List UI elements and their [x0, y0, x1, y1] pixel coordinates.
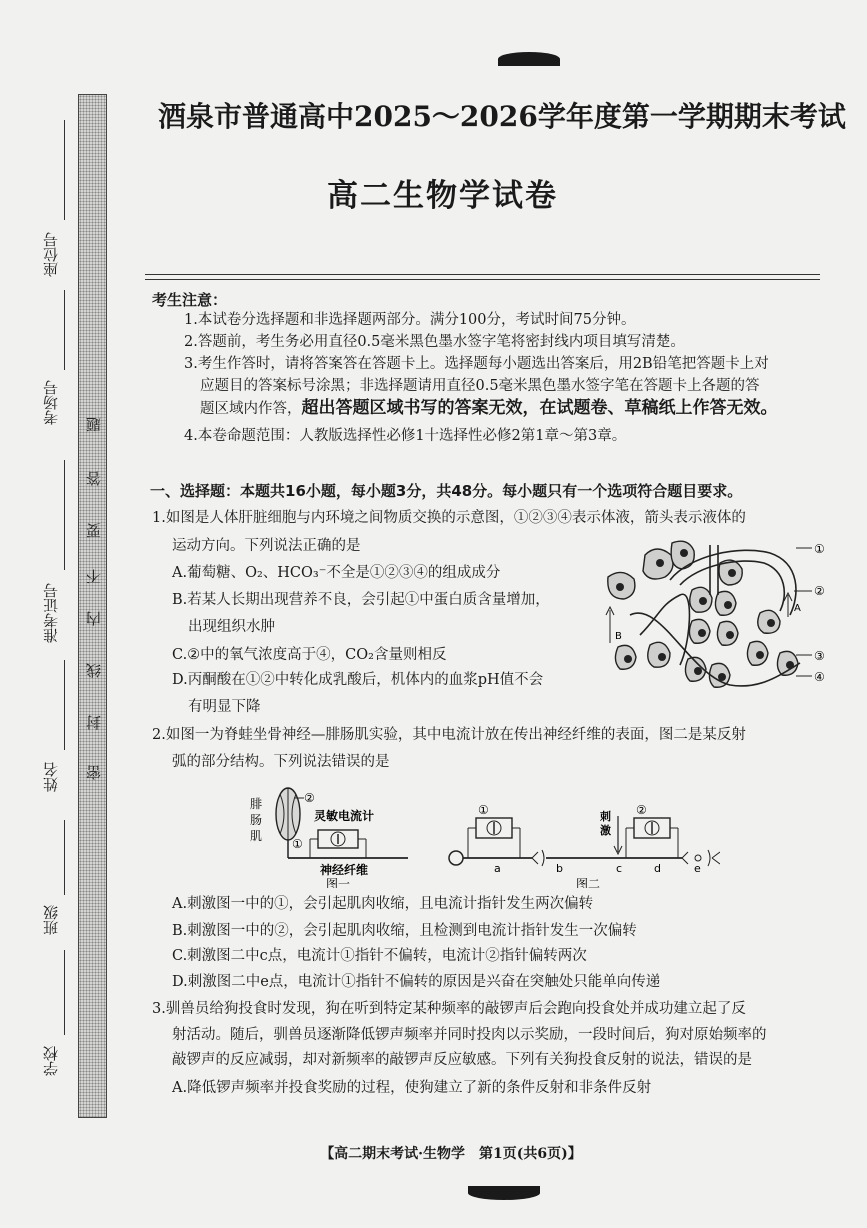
notice-heading: 考生注意： — [152, 291, 228, 309]
q2-option-b: B.刺激图一中的②，会引起肌肉收缩，且检测到电流计指针发生一次偏转 — [172, 923, 637, 939]
q1-option-b: B.若某人长期出现营养不良，会引起①中蛋白质含量增加， — [172, 592, 550, 608]
seal-word: 密 — [85, 765, 103, 780]
school-line[interactable] — [64, 950, 65, 1035]
fig-label-2: ② — [814, 584, 825, 598]
q2-option-a: A.刺激图一中的①，会引起肌肉收缩，且电流计指针发生两次偏转 — [172, 896, 594, 912]
q1-option-a: A.葡萄糖、O₂、HCO₃⁻不全是①②③④的组成成分 — [172, 565, 501, 581]
seal-band — [78, 94, 107, 1118]
seal-word: 封 — [85, 715, 103, 730]
notice-item-3c-text: 题区域内作答， — [200, 401, 302, 417]
q1-option-b-cont: 出现组织水肿 — [188, 619, 275, 635]
page-footer: 【高二期末考试·生物学 第1页(共6页)】 — [320, 1146, 582, 1162]
fig-arrow-b: B — [615, 631, 622, 642]
notice-warning: 超出答题区域书写的答案无效，在试题卷、草稿纸上作答无效。 — [301, 398, 778, 418]
exam-room-label: 考场号 — [42, 380, 60, 425]
fig2-stim-label-1: 刺 — [600, 810, 611, 823]
class-line[interactable] — [64, 820, 65, 895]
q1-option-c: C.②中的氧气浓度高于④，CO₂含量则相反 — [172, 647, 447, 663]
fig2-meter-2-label: ② — [636, 803, 647, 817]
fig-label-3: ③ — [814, 649, 825, 663]
q1-option-d: D.丙酮酸在①②中转化成乳酸后，机体内的血浆pH值不会 — [172, 672, 544, 688]
seal-word: 线 — [85, 663, 103, 678]
q2-stem: 2.如图一为脊蛙坐骨神经—腓肠肌实验，其中电流计放在传出神经纤维的表面，图二是某反射 — [152, 727, 746, 743]
fig-label-1: ① — [814, 542, 825, 556]
admission-number-label: 准考证号 — [42, 583, 60, 643]
q2-option-c: C.刺激图二中c点，电流计①指针不偏转，电流计②指针偏转两次 — [172, 948, 587, 964]
fig1-marker-1: ① — [292, 837, 303, 851]
exam-room-line[interactable] — [64, 290, 65, 370]
scan-mark-top — [498, 52, 560, 66]
notice-item-1: 1.本试卷分选择题和非选择题两部分。满分100分，考试时间75分钟。 — [184, 312, 636, 328]
header-rule-bottom — [145, 279, 820, 280]
q1-stem: 1.如图是人体肝脏细胞与内环境之间物质交换的示意图，①②③④表示体液，箭头表示液体的 — [152, 510, 746, 526]
seal-word: 内 — [85, 611, 103, 626]
q2-stem-cont: 弧的部分结构。下列说法错误的是 — [172, 754, 390, 770]
fig2-stim-label-2: 激 — [600, 824, 611, 837]
notice-item-3b: 应题目的答案标号涂黑；非选择题请用直径0.5毫米黑色墨水签字笔在答题卡上各题的答 — [200, 378, 760, 394]
q3-option-a: A.降低锣声频率并投食奖励的过程，使狗建立了新的条件反射和非条件反射 — [172, 1080, 652, 1096]
q2-nerve-diagrams — [250, 778, 720, 888]
fig2-caption: 图二 — [576, 877, 601, 888]
q1-liver-cell-diagram — [600, 535, 830, 705]
section1-heading: 一、选择题：本题共16小题，每小题3分，共48分。每小题只有一个选项符合题目要求。 — [150, 482, 743, 500]
fig2-point-c: c — [616, 862, 623, 875]
fig2-point-a: a — [494, 862, 501, 875]
seal-word: 答 — [85, 471, 103, 486]
seal-word: 要 — [85, 523, 103, 538]
name-label: 姓名 — [42, 762, 60, 792]
q1-stem-cont: 运动方向。下列说法正确的是 — [172, 538, 361, 554]
class-label: 班级 — [42, 905, 60, 935]
school-label: 学校 — [42, 1046, 60, 1076]
q1-option-d-cont: 有明显下降 — [188, 699, 261, 715]
exam-title: 酒泉市普通高中2025～2026学年度第一学期期末考试 — [158, 100, 846, 133]
fig2-point-e: e — [694, 862, 701, 875]
fig-arrow-a: A — [794, 603, 801, 614]
notice-item-2: 2.答题前，考生务必用直径0.5毫米黑色墨水签字笔将密封线内项目填写清楚。 — [184, 334, 685, 350]
fig1-muscle-label-2: 肠 — [250, 813, 263, 827]
admission-number-line[interactable] — [64, 460, 65, 570]
seal-word: 题 — [85, 417, 103, 432]
fig1-caption: 图一 — [326, 877, 351, 888]
q3-stem: 3.驯兽员给狗投食时发现，狗在听到特定某种频率的敲锣声后会跑向投食处并成功建立起了反 — [152, 1001, 746, 1017]
notice-item-3a: 3.考生作答时，请将答案答在答题卡上。选择题每小题选出答案后，用2B铅笔把答题卡上对 — [184, 356, 769, 372]
seat-number-label: 座位号 — [42, 232, 60, 277]
fig1-muscle-label-1: 腓 — [250, 797, 263, 811]
q2-option-d: D.刺激图二中e点，电流计①指针不偏转的原因是兴奋在突触处只能单向传递 — [172, 974, 661, 990]
paper-title: 高二生物学试卷 — [327, 178, 558, 214]
q3-stem-cont-1: 射活动。随后，驯兽员逐渐降低锣声频率并同时投肉以示奖励，一段时间后，狗对原始频率的 — [172, 1027, 767, 1043]
seal-word: 不 — [85, 569, 103, 584]
fig2-point-b: b — [556, 862, 563, 875]
fig1-meter-label: 灵敏电流计 — [314, 809, 375, 823]
notice-item-3c — [200, 398, 778, 419]
fig2-meter-1-label: ① — [478, 803, 489, 817]
fig2-point-d: d — [654, 862, 661, 875]
notice-item-4: 4.本卷命题范围：人教版选择性必修1十选择性必修2第1章～第3章。 — [184, 428, 627, 444]
header-rule-top — [145, 274, 820, 275]
name-line[interactable] — [64, 660, 65, 750]
scan-mark-bottom — [468, 1186, 540, 1200]
fig1-fiber-label: 神经纤维 — [320, 863, 369, 877]
fig1-muscle-label-3: 肌 — [250, 829, 263, 843]
fig1-marker-2: ② — [304, 791, 315, 805]
fig-label-4: ④ — [814, 670, 825, 684]
q3-stem-cont-2: 敲锣声的反应减弱，却对新频率的敲锣声反应敏感。下列有关狗投食反射的说法，错误的是 — [172, 1052, 752, 1068]
fig2-cell-body — [449, 851, 463, 865]
